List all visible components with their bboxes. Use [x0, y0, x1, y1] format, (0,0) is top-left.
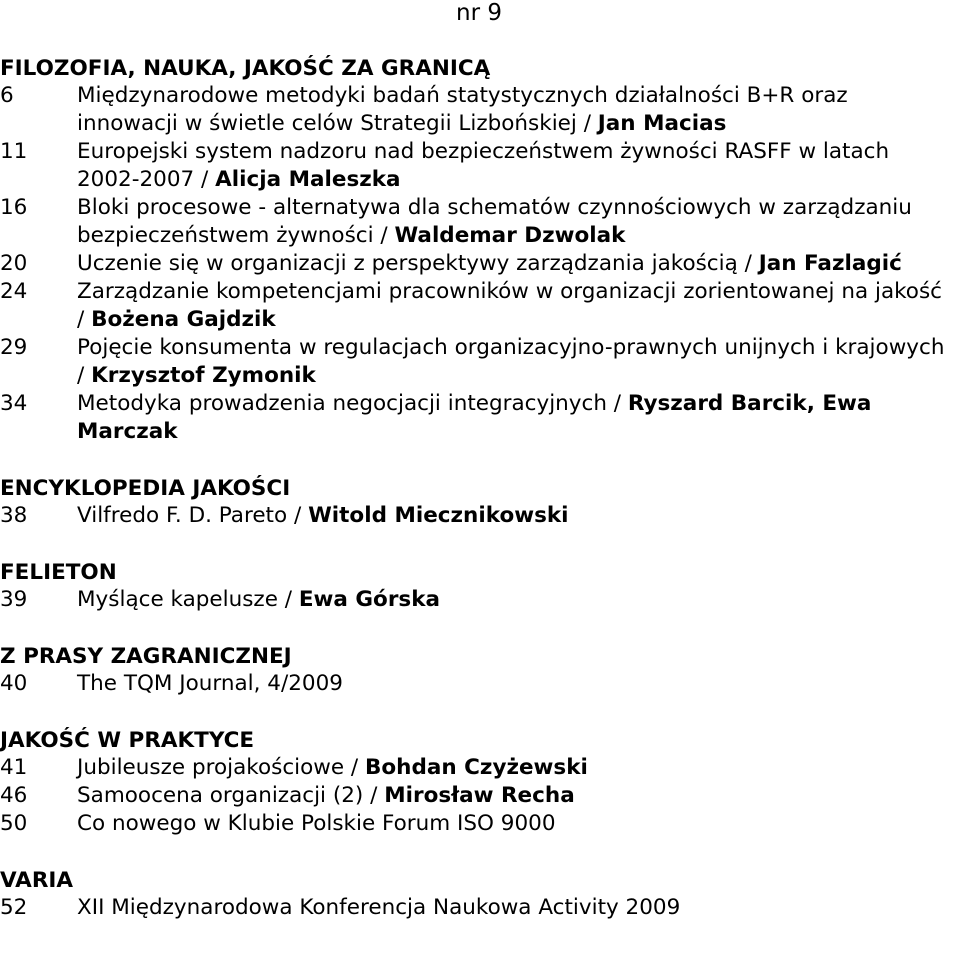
entry-author: Waldemar Dzwolak	[394, 223, 626, 248]
entry-page-number: 34	[0, 391, 28, 416]
entry-text	[77, 250, 955, 278]
toc-entry	[0, 82, 955, 138]
entry-page-number: 41	[0, 755, 28, 780]
entry-page-number: 38	[0, 503, 28, 528]
entry-author: Witold Miecznikowski	[308, 503, 569, 528]
entry-text	[77, 334, 955, 390]
entry-title: XII Międzynarodowa Konferencja Naukowa Activity 2009	[77, 895, 681, 920]
toc-content	[0, 56, 955, 922]
toc-entry	[0, 810, 955, 838]
entry-text	[77, 138, 955, 194]
entry-page-number: 16	[0, 195, 28, 220]
section-title: FILOZOFIA, NAUKA, JAKOŚĆ ZA GRANICĄ	[0, 56, 491, 81]
entry-page-number: 24	[0, 279, 28, 304]
entry-text	[77, 278, 955, 334]
entry-author: Bożena Gajdzik	[91, 307, 276, 332]
toc-entry	[0, 138, 955, 194]
entry-title: Metodyka prowadzenia negocjacji integracyjnych /	[77, 391, 628, 416]
entry-title: Uczenie się w organizacji z perspektywy zarządzania jakością /	[77, 251, 759, 276]
entry-title: Bloki procesowe - alternatywa dla schematów czynnościowych w zarządzaniu bezpieczeństwem żywności /	[77, 195, 912, 248]
toc-entry	[0, 502, 955, 530]
section-title: ENCYKLOPEDIA JAKOŚCI	[0, 476, 291, 501]
section-spacer	[0, 838, 955, 868]
toc-section	[0, 560, 955, 614]
toc-section	[0, 56, 955, 446]
entry-page-number: 6	[0, 83, 14, 108]
section-spacer	[0, 446, 955, 476]
entry-page-number: 50	[0, 811, 28, 836]
toc-entry	[0, 586, 955, 614]
section-title: VARIA	[0, 868, 74, 893]
toc-entry	[0, 334, 955, 390]
toc-section	[0, 476, 955, 530]
entry-text	[77, 810, 955, 838]
entry-text	[77, 670, 955, 698]
toc-entry	[0, 278, 955, 334]
entry-title: Myślące kapelusze /	[77, 587, 299, 612]
toc-entry	[0, 894, 955, 922]
entry-author: Ewa Górska	[298, 587, 441, 612]
entry-title: Europejski system nadzoru nad bezpieczeństwem żywności RASFF w latach 2002-2007 /	[77, 139, 890, 192]
entry-page-number: 40	[0, 671, 28, 696]
entry-title: Zarządzanie kompetencjami pracowników w organizacji zorientowanej na jakość /	[77, 279, 942, 332]
entry-text	[77, 586, 955, 614]
entry-author: Krzysztof Zymonik	[91, 363, 316, 388]
section-title: JAKOŚĆ W PRAKTYCE	[0, 728, 255, 753]
entry-page-number: 29	[0, 335, 28, 360]
section-title: Z PRASY ZAGRANICZNEJ	[0, 644, 292, 669]
toc-section	[0, 728, 955, 838]
entry-author: Ryszard Barcik, Ewa Marczak	[77, 391, 872, 444]
entry-page-number: 52	[0, 895, 28, 920]
entry-title: Co nowego w Klubie Polskie Forum ISO 9000	[77, 811, 556, 836]
toc-entry	[0, 782, 955, 810]
toc-section	[0, 868, 955, 922]
entry-author: Jan Macias	[597, 111, 727, 136]
issue-number: nr 9	[456, 0, 502, 26]
entry-page-number: 46	[0, 783, 28, 808]
entry-page-number: 11	[0, 139, 28, 164]
entry-page-number: 39	[0, 587, 28, 612]
toc-section	[0, 644, 955, 698]
section-spacer	[0, 698, 955, 728]
entry-title: The TQM Journal, 4/2009	[77, 671, 343, 696]
toc-entry	[0, 754, 955, 782]
toc-entry	[0, 194, 955, 250]
toc-entry	[0, 670, 955, 698]
entry-text	[77, 82, 955, 138]
entry-page-number: 20	[0, 251, 28, 276]
entry-title: Samoocena organizacji (2) /	[77, 783, 385, 808]
entry-author: Jan Fazlagić	[758, 251, 902, 276]
section-title: FELIETON	[0, 560, 117, 585]
entry-title: Vilfredo F. D. Pareto /	[77, 503, 309, 528]
entry-text	[77, 782, 955, 810]
entry-title: Międzynarodowe metodyki badań statystycznych działalności B+R oraz innowacji w świetle celów Strategii Lizbońskiej /	[77, 83, 848, 136]
entry-text	[77, 194, 955, 250]
section-spacer	[0, 530, 955, 560]
entry-text	[77, 754, 955, 782]
entry-author: Bohdan Czyżewski	[365, 755, 588, 780]
entry-text	[77, 502, 955, 530]
entry-text	[77, 390, 955, 446]
entry-title: Pojęcie konsumenta w regulacjach organizacyjno-prawnych unijnych i krajowych /	[77, 335, 945, 388]
toc-entry	[0, 390, 955, 446]
entry-title: Jubileusze projakościowe /	[77, 755, 365, 780]
entry-author: Alicja Maleszka	[215, 167, 401, 192]
entry-text	[77, 894, 955, 922]
section-spacer	[0, 614, 955, 644]
toc-entry	[0, 250, 955, 278]
entry-author: Mirosław Recha	[384, 783, 575, 808]
